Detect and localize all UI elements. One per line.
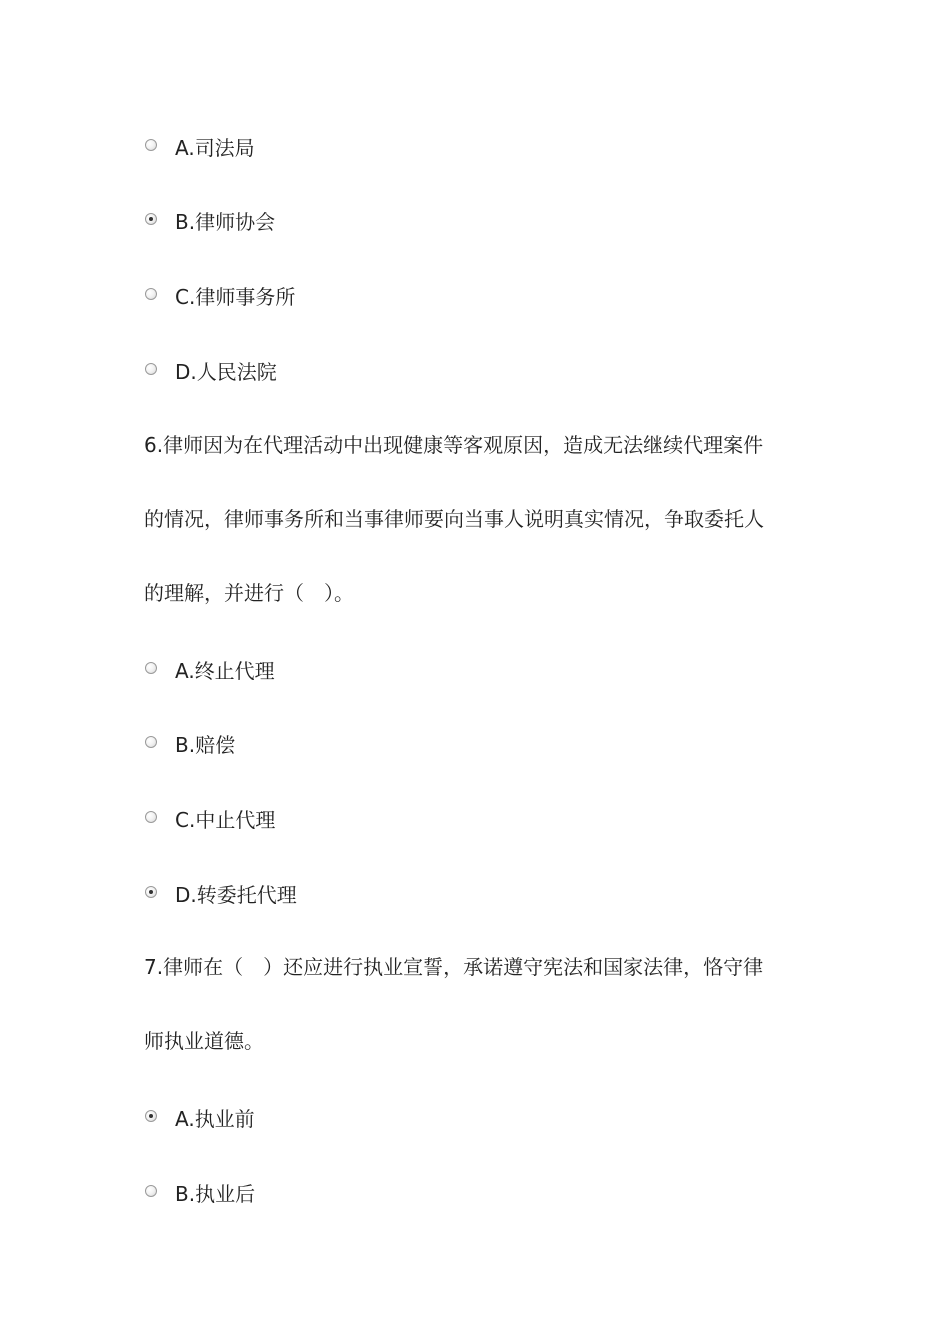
q7-option-a[interactable] <box>145 1105 255 1133</box>
option-label: C.律师事务所 <box>175 285 296 309</box>
q5-option-b[interactable] <box>145 208 275 236</box>
option-label: A.司法局 <box>175 136 255 160</box>
option-label: B.执业后 <box>175 1182 256 1206</box>
q7-option-b[interactable] <box>145 1180 255 1208</box>
option-label: D.转委托代理 <box>175 883 297 907</box>
q6-text-line-1: 6.律师因为在代理活动中出现健康等客观原因，造成无法继续代理案件 <box>144 433 764 457</box>
q6-option-d[interactable] <box>145 881 297 909</box>
option-label: B.赔偿 <box>175 733 236 757</box>
radio-checked-icon[interactable] <box>145 213 157 225</box>
radio-unchecked-icon[interactable] <box>145 662 157 674</box>
option-label: C.中止代理 <box>175 808 276 832</box>
option-label: A.执业前 <box>175 1107 255 1131</box>
radio-unchecked-icon[interactable] <box>145 1185 157 1197</box>
radio-unchecked-icon[interactable] <box>145 811 157 823</box>
q7-text-line-2: 师执业道德。 <box>144 1029 264 1053</box>
q6-option-c[interactable] <box>145 806 275 834</box>
q5-option-a[interactable] <box>145 134 255 162</box>
option-label: A.终止代理 <box>175 659 275 683</box>
radio-checked-icon[interactable] <box>145 886 157 898</box>
q7-text-line-1: 7.律师在（ ）还应进行执业宣誓，承诺遵守宪法和国家法律，恪守律 <box>144 955 764 979</box>
radio-unchecked-icon[interactable] <box>145 363 157 375</box>
option-label: B.律师协会 <box>175 210 276 234</box>
radio-unchecked-icon[interactable] <box>145 736 157 748</box>
option-label: D.人民法院 <box>175 360 277 384</box>
q6-text-line-2: 的情况，律师事务所和当事律师要向当事人说明真实情况，争取委托人 <box>144 507 764 531</box>
q6-text-line-3: 的理解，并进行（ ）。 <box>144 581 354 605</box>
radio-unchecked-icon[interactable] <box>145 288 157 300</box>
radio-unchecked-icon[interactable] <box>145 139 157 151</box>
q6-option-b[interactable] <box>145 731 235 759</box>
q5-option-d[interactable] <box>145 358 277 386</box>
q5-option-c[interactable] <box>145 283 295 311</box>
q6-option-a[interactable] <box>145 657 275 685</box>
radio-checked-icon[interactable] <box>145 1110 157 1122</box>
